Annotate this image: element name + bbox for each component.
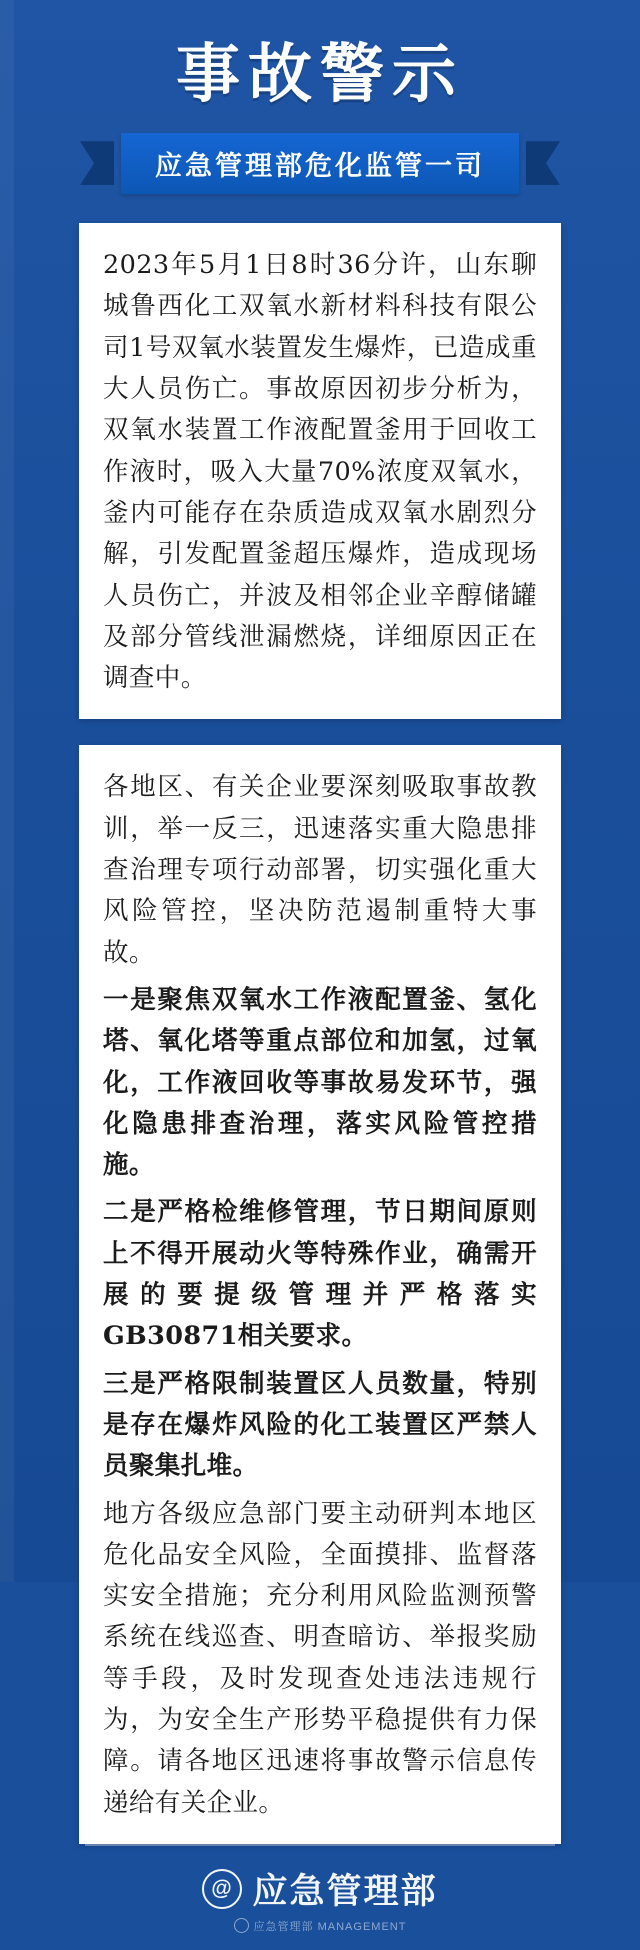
watermark	[234, 1918, 407, 1934]
footer-brand	[202, 1864, 437, 1914]
ribbon-tail-left-icon	[80, 141, 114, 185]
requirement-paragraph-4: 地方各级应急部门要主动研判本地区危化品安全风险，全面摸排、监督落实安全措施；充分利用风险监测预警系统在线巡查、明查暗访、举报奖励等手段，及时发现查处违法违规行为，为安全生产形势平稳提供有力保障。请各地区迅速将事故警示信息传递给有关企业。	[103, 1498, 537, 1818]
ribbon-banner	[80, 135, 560, 191]
ribbon-tail-right-icon	[526, 141, 560, 185]
incident-card	[79, 223, 561, 719]
requirement-paragraph-3: 三是严格限制装置区人员数量，特别是存在爆炸风险的化工装置区严禁人员聚集扎堆。	[103, 1368, 537, 1482]
watermark-circle-icon	[234, 1918, 249, 1933]
footer	[0, 1844, 640, 1950]
requirements-card	[79, 745, 561, 1843]
ribbon-label: 应急管理部危化监管一司	[121, 133, 519, 194]
watermark-label: 应急管理部 MANAGEMENT	[253, 1920, 407, 1933]
requirement-paragraph-1: 一是聚焦双氧水工作液配置釜、氢化塔、氧化塔等重点部位和加氢，过氧化，工作液回收等事故易发环节，强化隐患排查治理，落实风险管控措施。	[103, 984, 537, 1181]
incident-paragraph: 2023年5月1日8时36分许，山东聊城鲁西化工双氧水新材料科技有限公司1号双氧水装置发生爆炸，已造成重大人员伤亡。事故原因初步分析为，双氧水装置工作液配置釜用于回收工作液时，吸入大量70%浓度双氧水，釜内可能存在杂质造成双氧水剧烈分解，引发配置釜超压爆炸，造成现场人员伤亡，并波及相邻企业辛醇储罐及部分管线泄漏燃烧，详细原因正在调查中。	[103, 250, 537, 694]
requirement-paragraph-2: 二是严格检维修管理，节日期间原则上不得开展动火等特殊作业，确需开展的要提级管理并严格落实GB30871相关要求。	[103, 1197, 537, 1352]
footer-divider	[85, 1844, 555, 1846]
page-title: 事故警示	[176, 38, 464, 112]
weibo-icon: @	[202, 1869, 242, 1909]
requirement-paragraph-0: 各地区、有关企业要深刻吸取事故教训，举一反三，迅速落实重大隐患排查治理专项行动部署，切实强化重大风险管控，坚决防范遏制重特大事故。	[103, 772, 537, 968]
footer-brand-label: 应急管理部	[252, 1871, 438, 1911]
